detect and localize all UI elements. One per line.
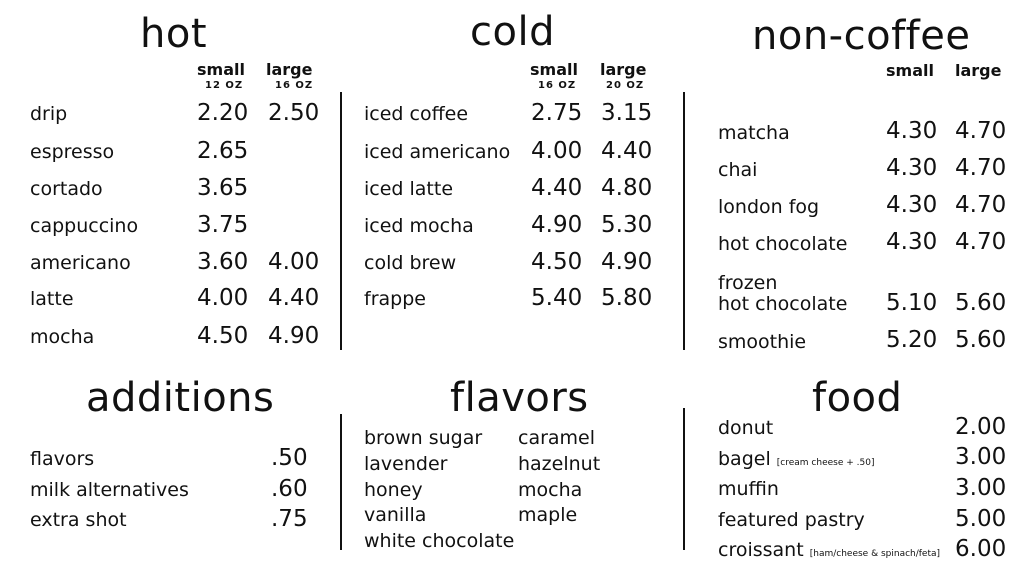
menu-item-name: drip — [30, 103, 68, 125]
food-price: 2.00 — [955, 414, 1007, 440]
menu-item-small-price: 3.75 — [197, 212, 249, 238]
addition-price: .50 — [271, 445, 308, 471]
hot-section-title: hot — [140, 11, 208, 57]
menu-item-small-price: 5.20 — [886, 327, 938, 353]
menu-item-small-price: 3.65 — [197, 175, 249, 201]
food-name-row — [718, 450, 874, 469]
food-name: donut — [718, 417, 774, 439]
menu-item-name: mocha — [30, 326, 95, 348]
addition-price: .60 — [271, 476, 308, 502]
food-price: 3.00 — [955, 444, 1007, 470]
flavor-item: lavender — [364, 453, 448, 475]
menu-item-small-price: 2.65 — [197, 138, 249, 164]
menu-item-small-price: 2.20 — [197, 100, 249, 126]
menu-item-large-price: 3.15 — [601, 100, 653, 126]
menu-item-small-price: 4.90 — [531, 212, 583, 238]
cold-section-title: cold — [470, 9, 555, 55]
menu-item-name: cold brew — [364, 252, 457, 274]
menu-item-name: espresso — [30, 141, 115, 163]
menu-item-name: frappe — [364, 288, 426, 310]
menu-item-large-price: 4.00 — [268, 249, 320, 275]
cold-large-oz: 20 OZ — [606, 80, 645, 91]
food-note: [cream cheese + .50] — [776, 458, 875, 468]
menu-item-small-price: 5.10 — [886, 290, 938, 316]
menu-item-small-price: 4.30 — [886, 192, 938, 218]
noncoffee-large-header: large — [955, 61, 1002, 80]
food-section-title: food — [812, 375, 903, 421]
flavor-item: white chocolate — [364, 530, 515, 552]
flavor-item: hazelnut — [518, 453, 601, 475]
menu-item-large-price: 4.70 — [955, 192, 1007, 218]
menu-item-name: london fog — [718, 196, 820, 218]
menu-item-name-line1: frozen — [718, 272, 778, 294]
menu-item-small-price: 4.30 — [886, 155, 938, 181]
menu-item-name: hot chocolate — [718, 233, 848, 255]
menu-item-large-price: 4.40 — [268, 285, 320, 311]
addition-name: milk alternatives — [30, 479, 189, 501]
menu-item-small-price: 4.50 — [197, 323, 249, 349]
additions-section-title: additions — [86, 375, 275, 421]
hot-small-header: small — [197, 60, 245, 79]
menu-item-large-price: 4.90 — [268, 323, 320, 349]
food-note: [ham/cheese & spinach/feta] — [809, 549, 941, 559]
addition-name: extra shot — [30, 509, 127, 531]
flavor-item: honey — [364, 479, 423, 501]
menu-item-name-line2: hot chocolate — [718, 293, 848, 315]
flavor-item: mocha — [518, 479, 583, 501]
menu-item-small-price: 4.50 — [531, 249, 583, 275]
food-price: 5.00 — [955, 506, 1007, 532]
menu-item-large-price: 5.60 — [955, 327, 1007, 353]
menu-item-name: americano — [30, 252, 131, 274]
flavor-item: caramel — [518, 427, 596, 449]
cold-small-oz: 16 OZ — [538, 80, 577, 91]
menu-item-name: cappuccino — [30, 215, 139, 237]
cold-large-header: large — [600, 60, 647, 79]
food-name: croissant — [718, 539, 804, 561]
menu-item-name: iced mocha — [364, 215, 474, 237]
menu-item-large-price: 4.40 — [601, 138, 653, 164]
food-price: 3.00 — [955, 475, 1007, 501]
menu-item-large-price: 4.70 — [955, 118, 1007, 144]
hot-large-oz: 16 OZ — [275, 80, 314, 91]
menu-item-name: iced latte — [364, 178, 454, 200]
menu-item-large-price: 4.90 — [601, 249, 653, 275]
food-name-row — [718, 541, 940, 560]
menu-item-small-price: 4.00 — [531, 138, 583, 164]
menu-item-small-price: 4.00 — [197, 285, 249, 311]
menu-item-small-price: 3.60 — [197, 249, 249, 275]
addition-name: flavors — [30, 448, 95, 470]
menu-item-small-price: 2.75 — [531, 100, 583, 126]
divider-hot-cold — [340, 92, 342, 350]
hot-small-oz: 12 OZ — [205, 80, 244, 91]
cold-small-header: small — [530, 60, 578, 79]
flavor-item: vanilla — [364, 504, 427, 526]
divider-flavors-food — [683, 408, 685, 550]
flavor-item: brown sugar — [364, 427, 483, 449]
menu-item-large-price: 2.50 — [268, 100, 320, 126]
food-name: featured pastry — [718, 509, 865, 531]
menu-item-small-price: 5.40 — [531, 285, 583, 311]
menu-item-name: smoothie — [718, 331, 807, 353]
food-name: bagel — [718, 448, 771, 470]
menu-item-name: cortado — [30, 178, 103, 200]
menu-item-large-price: 5.80 — [601, 285, 653, 311]
menu-item-name: iced americano — [364, 141, 511, 163]
menu-item-large-price: 4.70 — [955, 229, 1007, 255]
menu-item-large-price: 5.60 — [955, 290, 1007, 316]
hot-large-header: large — [266, 60, 313, 79]
menu-item-name: latte — [30, 288, 74, 310]
noncoffee-section-title: non-coffee — [752, 13, 971, 59]
menu-item-large-price: 4.80 — [601, 175, 653, 201]
noncoffee-small-header: small — [886, 61, 934, 80]
addition-price: .75 — [271, 506, 308, 532]
menu-item-small-price: 4.30 — [886, 229, 938, 255]
menu-item-name: iced coffee — [364, 103, 469, 125]
divider-cold-noncoffee — [683, 92, 685, 350]
flavor-item: maple — [518, 504, 578, 526]
flavors-section-title: flavors — [450, 375, 589, 421]
menu-item-small-price: 4.40 — [531, 175, 583, 201]
menu-item-large-price: 5.30 — [601, 212, 653, 238]
menu-item-name: matcha — [718, 122, 790, 144]
food-name: muffin — [718, 478, 779, 500]
food-price: 6.00 — [955, 536, 1007, 562]
menu-item-name: chai — [718, 159, 758, 181]
divider-additions-flavors — [340, 414, 342, 550]
menu-item-small-price: 4.30 — [886, 118, 938, 144]
menu-item-large-price: 4.70 — [955, 155, 1007, 181]
